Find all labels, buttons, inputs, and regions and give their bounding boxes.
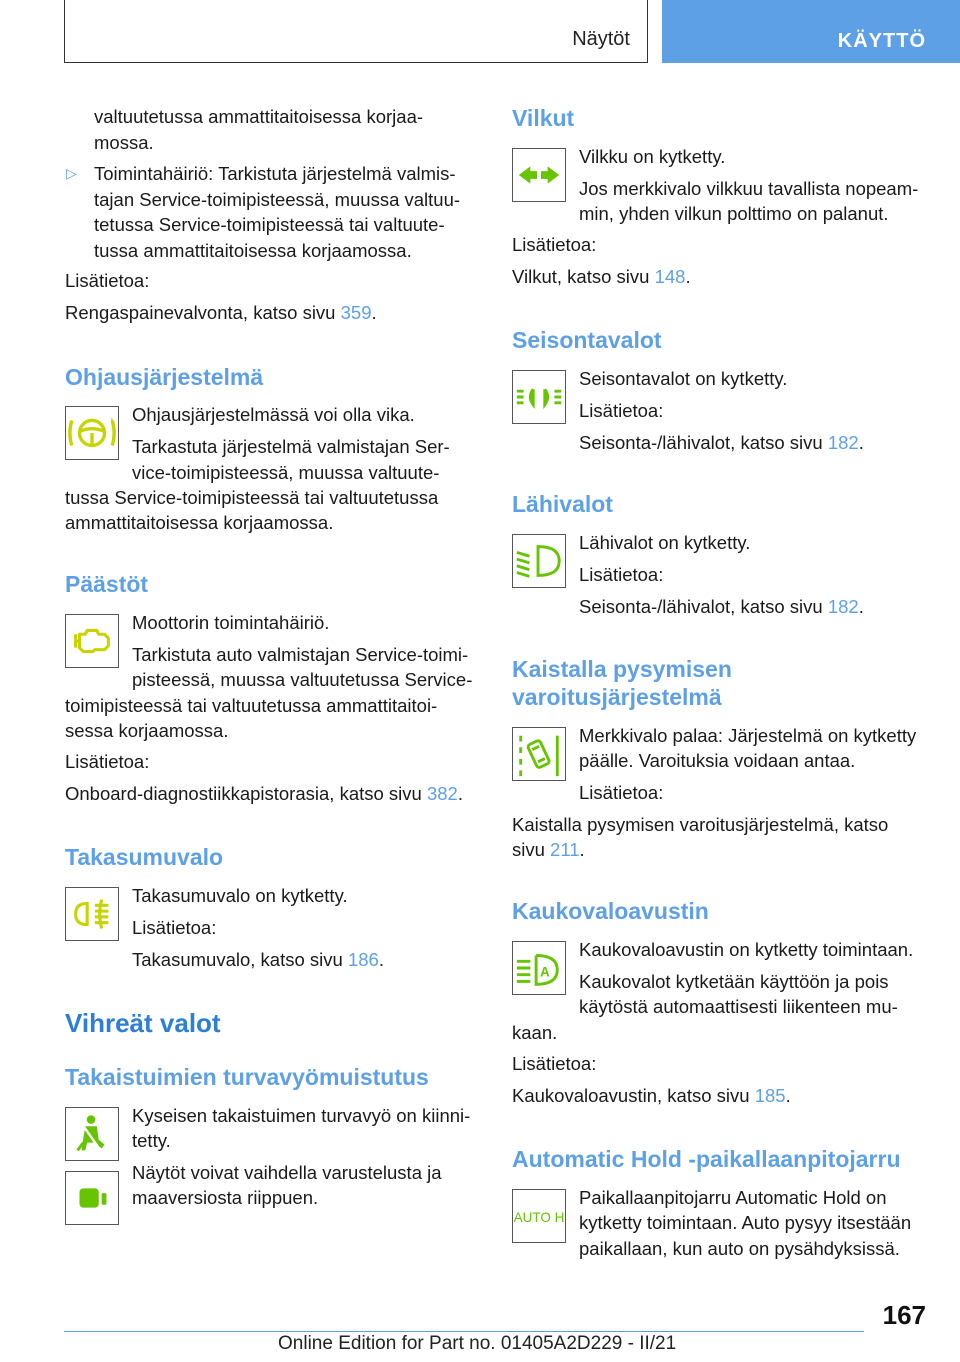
text-line: Kaukovalot kytketään käyttöön ja pois: [579, 971, 889, 992]
steering-warning-icon: [65, 406, 119, 460]
text-line: tajan Service-toimipisteessä, muussa valtuu-: [94, 189, 461, 210]
cross-reference: Kaukovaloavustin, katso sivu 185.: [512, 1085, 791, 1106]
text-line: käytöstä automaattisesti liikenteen mu-: [579, 996, 898, 1017]
text-line: Kaistalla pysymisen varoitusjärjestelmä, katso: [512, 814, 889, 835]
info-label: Lisätietoa:: [579, 782, 664, 803]
chapter-heading: Vihreät valot: [65, 1008, 221, 1038]
section-heading: Kaukovaloavustin: [512, 898, 709, 924]
auto-hold-icon-label: AUTO H: [513, 1209, 565, 1225]
text-line: Vilkku on kytketty.: [579, 146, 726, 167]
turn-signal-icon: [512, 148, 566, 202]
parking-light-icon: [512, 370, 566, 424]
text-line: Toimintahäiriö: Tarkistuta järjestelmä valmis-: [94, 163, 456, 184]
page-number: 167: [882, 1300, 926, 1330]
footer-divider: [64, 1331, 864, 1332]
page-link[interactable]: 148: [654, 266, 686, 287]
rear-fog-light-icon: [65, 887, 119, 941]
text-line: Moottorin toimintahäiriö.: [132, 612, 330, 633]
section-title: Näytöt: [572, 28, 630, 50]
lane-departure-icon: [512, 727, 566, 781]
section-heading: Kaistalla pysymisen: [512, 656, 732, 682]
info-label: Lisätietoa:: [579, 400, 664, 421]
section-heading: Vilkut: [512, 105, 575, 131]
text-line: kaan.: [512, 1022, 558, 1043]
info-label: Lisätietoa:: [65, 270, 150, 291]
section-heading: Päästöt: [65, 571, 149, 597]
cross-reference: Onboard-diagnostiikkapistorasia, katso sivu 382.: [65, 783, 463, 804]
page-link[interactable]: 382: [426, 783, 458, 804]
text-line: Lähivalot on kytketty.: [579, 532, 751, 553]
text-line: Näytöt voivat vaihdella varustelusta ja: [132, 1162, 442, 1183]
text-line: Paikallaanpitojarru Automatic Hold on: [579, 1187, 887, 1208]
header-box: [64, 0, 648, 63]
text-line: ammattitaitoisessa korjaamossa.: [65, 512, 334, 533]
text-line: Seisontavalot on kytketty.: [579, 368, 788, 389]
engine-check-icon: [65, 614, 119, 668]
page-link[interactable]: 182: [827, 596, 859, 617]
text-line: Kaukovaloavustin on kytketty toimintaan.: [579, 939, 914, 960]
svg-text:!: !: [110, 416, 114, 428]
text-line: Tarkastuta järjestelmä valmistajan Ser-: [132, 436, 450, 457]
svg-text:A: A: [539, 964, 550, 980]
text-line: Takasumuvalo on kytketty.: [132, 885, 348, 906]
text-line: tussa Service-toimipisteessä tai valtuutetussa: [65, 487, 439, 508]
section-heading: Takasumuvalo: [65, 844, 224, 870]
text-line: Kyseisen takaistuimen turvavyö on kiinni-: [132, 1105, 471, 1126]
high-beam-assist-icon: [512, 941, 566, 995]
section-heading: Ohjausjärjestelmä: [65, 364, 264, 390]
text-line: päälle. Varoituksia voidaan antaa.: [579, 750, 856, 771]
low-beam-icon: [512, 534, 566, 588]
page-link[interactable]: 359: [340, 302, 372, 323]
text-line: tetty.: [132, 1130, 171, 1151]
chapter-tab: KÄYTTÖ: [662, 0, 960, 63]
section-heading: Seisontavalot: [512, 327, 662, 353]
text-line: Tarkistuta auto valmistajan Service-toimi-: [132, 644, 469, 665]
text-line: sessa korjaamossa.: [65, 720, 229, 741]
text-line: Merkkivalo palaa: Järjestelmä on kytketty: [579, 725, 917, 746]
cross-reference: Takasumuvalo, katso sivu 186.: [132, 949, 384, 970]
info-label: Lisätietoa:: [579, 564, 664, 585]
section-heading: varoitusjärjestelmä: [512, 684, 722, 710]
seatbelt-icon: [65, 1107, 119, 1161]
cross-reference: Vilkut, katso sivu 148.: [512, 266, 691, 287]
text-line: Jos merkkivalo vilkkuu tavallista nopeam-: [579, 178, 919, 199]
text-line: kytketty toimintaan. Auto pysyy itsestään: [579, 1212, 912, 1233]
text-line: valtuutetussa ammattitaitoisessa korjaa-: [94, 106, 424, 127]
info-label: Lisätietoa:: [512, 1053, 597, 1074]
text-line: vice-toimipisteessä, muussa valtuute-: [132, 462, 440, 483]
info-label: Lisätietoa:: [65, 751, 150, 772]
text-line: paikallaan, kun auto on pysähdyksissä.: [579, 1238, 900, 1259]
page-link[interactable]: 211: [550, 839, 580, 860]
cross-reference: Rengaspainevalvonta, katso sivu 359.: [65, 302, 377, 323]
text-line: toimipisteessä tai valtuutetussa ammattitaitoi-: [65, 695, 438, 716]
text-line: maaversiosta riippuen.: [132, 1187, 319, 1208]
cross-reference: sivu 211.: [512, 839, 585, 860]
cross-reference: Seisonta-/lähivalot, katso sivu 182.: [579, 432, 864, 453]
auto-hold-icon: [512, 1189, 566, 1243]
text-line: Ohjausjärjestelmässä voi olla vika.: [132, 404, 415, 425]
text-line: tetussa Service-toimipisteessä tai valtuute-: [94, 214, 445, 235]
section-heading: Automatic Hold -paikallaanpitojarru: [512, 1146, 901, 1172]
text-line: mossa.: [94, 132, 154, 153]
section-heading: Lähivalot: [512, 491, 613, 517]
cross-reference: Seisonta-/lähivalot, katso sivu 182.: [579, 596, 864, 617]
page-link[interactable]: 185: [754, 1085, 786, 1106]
bullet-triangle-icon: ▷: [66, 165, 77, 181]
text-line: pisteessä, muussa valtuutetussa Service-: [132, 669, 473, 690]
info-label: Lisätietoa:: [512, 234, 597, 255]
text-line: tussa ammattitaitoisessa korjaamossa.: [94, 240, 412, 261]
rear-seat-icon: [65, 1171, 119, 1225]
text-line: min, yhden vilkun polttimo on palanut.: [579, 203, 889, 224]
footer-edition: Online Edition for Part no. 01405A2D229 - II/21: [278, 1333, 677, 1354]
page-link[interactable]: 182: [827, 432, 859, 453]
info-label: Lisätietoa:: [132, 917, 217, 938]
page-link[interactable]: 186: [347, 949, 379, 970]
section-heading: Takaistuimien turvavyömuistutus: [65, 1064, 429, 1090]
